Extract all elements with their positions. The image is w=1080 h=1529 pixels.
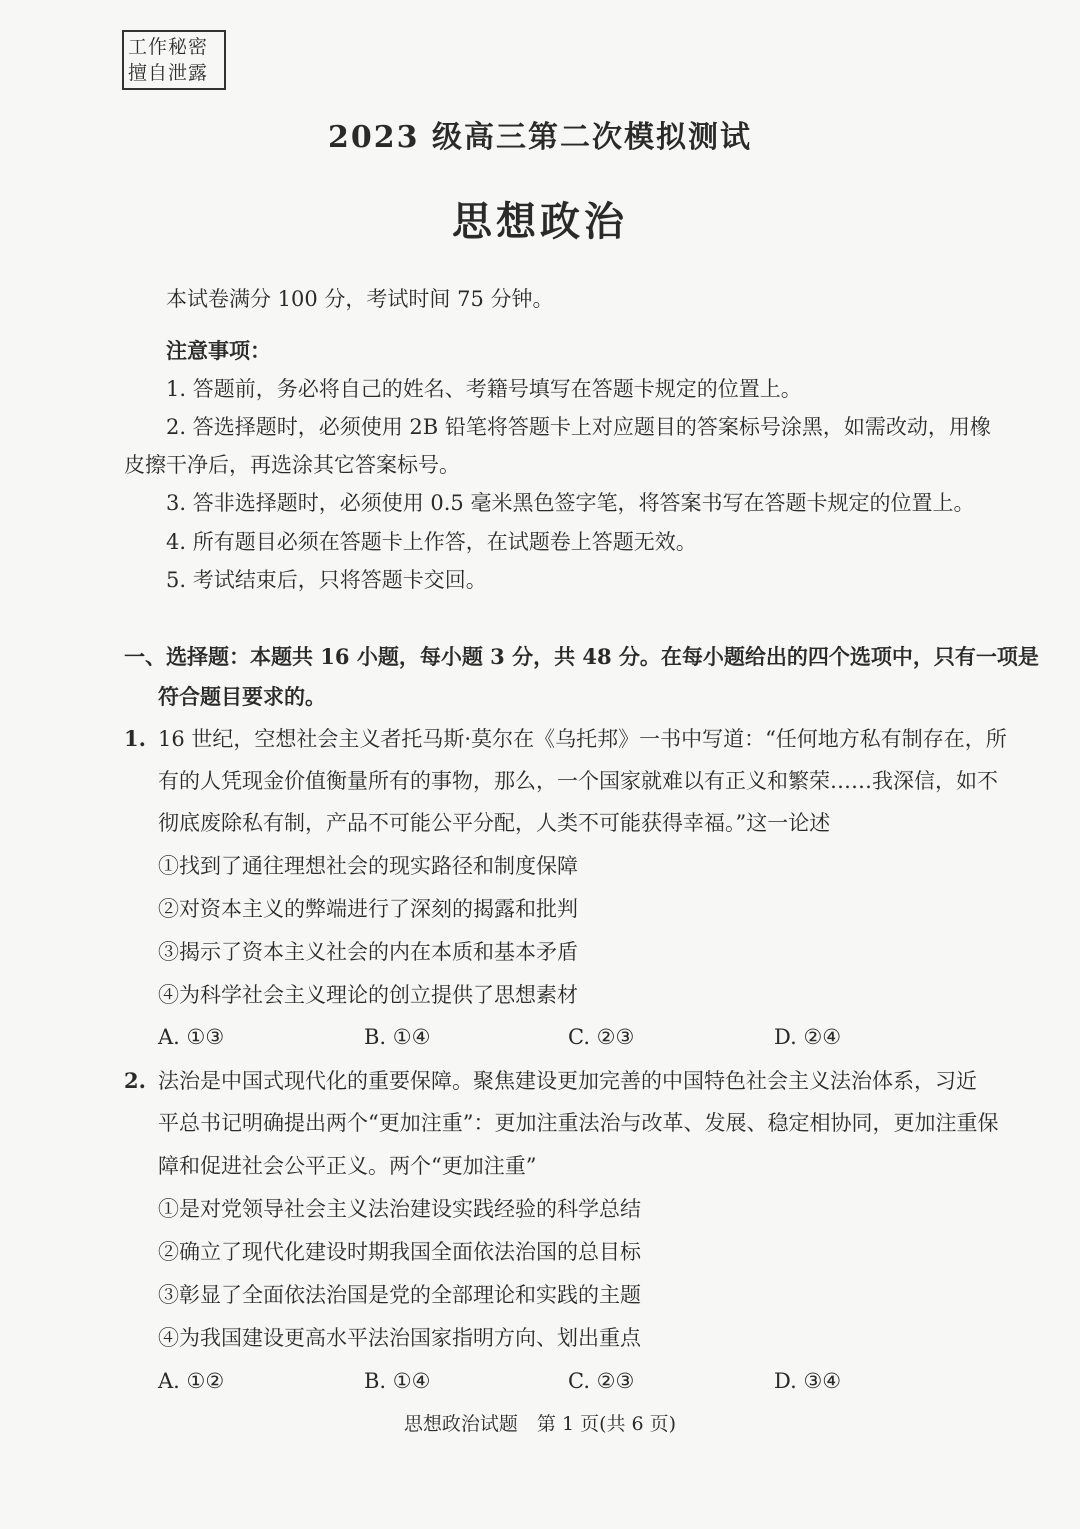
option-b: B. ①④ xyxy=(364,1369,431,1393)
question-stem: 障和促进社会公平正义。两个“更加注重” xyxy=(158,1154,537,1178)
statement: ②确立了现代化建设时期我国全面依法治国的总目标 xyxy=(158,1240,641,1264)
statement: ③彰显了全面依法治国是党的全部理论和实践的主题 xyxy=(158,1283,641,1307)
statement: ④为科学社会主义理论的创立提供了思想素材 xyxy=(158,983,578,1007)
option-a: A. ①② xyxy=(158,1369,225,1393)
option-a: A. ①③ xyxy=(158,1025,225,1049)
question-stem: 平总书记明确提出两个“更加注重”：更加注重法治与改革、发展、稳定相协同，更加注重保 xyxy=(158,1111,999,1135)
question-number: 1. xyxy=(124,726,146,751)
exam-title: 2023 级高三第二次模拟测试 xyxy=(328,120,752,155)
notice-item: 4. 所有题目必须在答题卡上作答，在试题卷上答题无效。 xyxy=(166,530,697,554)
question-number: 2. xyxy=(124,1068,146,1093)
notice-item: 3. 答非选择题时，必须使用 0.5 毫米黑色签字笔，将答案书写在答题卡规定的位置上。 xyxy=(166,491,975,515)
question-stem: 16 世纪，空想社会主义者托马斯·莫尔在《乌托邦》一书中写道：“任何地方私有制存在，所 xyxy=(158,727,1007,751)
section-heading: 一、选择题：本题共 16 小题，每小题 3 分，共 48 分。在每小题给出的四个选项中，只有一项是 xyxy=(124,644,1039,669)
statement: ①找到了通往理想社会的现实路径和制度保障 xyxy=(158,854,578,878)
statement: ③揭示了资本主义社会的内在本质和基本矛盾 xyxy=(158,940,578,964)
notice-item: 1. 答题前，务必将自己的姓名、考籍号填写在答题卡规定的位置上。 xyxy=(166,377,802,401)
notice-item: 皮擦干净后，再选涂其它答案标号。 xyxy=(124,453,460,477)
confidential-stamp xyxy=(122,30,226,90)
stamp-line-1: 工作秘密 xyxy=(128,36,209,58)
subject-title: 思想政治 xyxy=(452,198,628,245)
question-stem: 彻底废除私有制，产品不可能公平分配，人类不可能获得幸福。”这一论述 xyxy=(158,811,831,835)
option-d: D. ②④ xyxy=(774,1025,842,1049)
option-c: C. ②③ xyxy=(568,1369,635,1393)
question-stem: 法治是中国式现代化的重要保障。聚焦建设更加完善的中国特色社会主义法治体系，习近 xyxy=(158,1069,977,1093)
section-heading-cont: 符合题目要求的。 xyxy=(158,684,326,709)
statement: ①是对党领导社会主义法治建设实践经验的科学总结 xyxy=(158,1197,641,1221)
statement: ②对资本主义的弊端进行了深刻的揭露和批判 xyxy=(158,897,578,921)
notice-item: 5. 考试结束后，只将答题卡交回。 xyxy=(166,568,487,592)
notice-heading: 注意事项： xyxy=(166,338,271,363)
option-b: B. ①④ xyxy=(364,1025,431,1049)
option-c: C. ②③ xyxy=(568,1025,635,1049)
option-d: D. ③④ xyxy=(774,1369,842,1393)
statement: ④为我国建设更高水平法治国家指明方向、划出重点 xyxy=(158,1326,641,1350)
page-footer: 思想政治试题 第 1 页(共 6 页) xyxy=(403,1413,677,1435)
stamp-line-2: 擅自泄露 xyxy=(128,62,209,84)
question-stem: 有的人凭现金价值衡量所有的事物，那么，一个国家就难以有正义和繁荣……我深信，如不 xyxy=(158,769,998,793)
intro-text: 本试卷满分 100 分，考试时间 75 分钟。 xyxy=(166,287,554,311)
notice-item: 2. 答选择题时，必须使用 2B 铅笔将答题卡上对应题目的答案标号涂黑，如需改动，用橡 xyxy=(166,415,991,439)
